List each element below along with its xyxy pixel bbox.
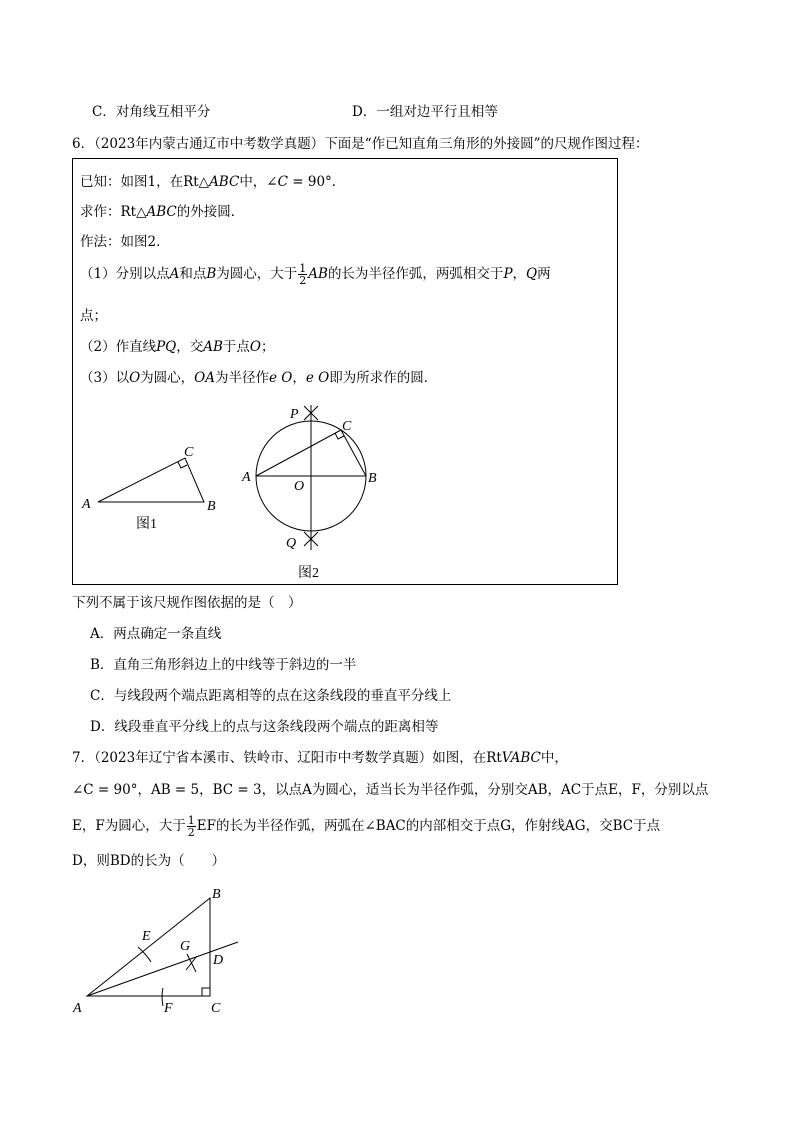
label-p: P — [290, 407, 299, 422]
label-b: B — [212, 887, 221, 902]
ask-line: 求作：Rt△ABC的外接圆． — [80, 204, 245, 220]
q6-option-b: B．直角三角形斜边上的中线等于斜边的一半 — [90, 657, 357, 673]
label-b: B — [207, 499, 216, 514]
label-c: C — [211, 1001, 221, 1016]
label-b: B — [368, 471, 377, 486]
step-1-cont: 点； — [80, 308, 107, 324]
fraction-half: $\frac{1}{2}$ — [187, 814, 195, 839]
label-c: C — [342, 419, 352, 434]
figure-1 — [78, 440, 228, 535]
option-c: C．对角线互相平分 — [92, 104, 211, 120]
triangle-abc — [87, 898, 210, 996]
right-angle-mark — [202, 988, 210, 996]
step-2: （2）作直线PQ，交AB于点O； — [80, 339, 275, 355]
right-angle-mark — [178, 462, 187, 468]
label-f: F — [164, 1001, 173, 1016]
q6-option-a: A．两点确定一条直线 — [90, 626, 222, 642]
label-g: G — [180, 939, 191, 954]
question-6-stem: 6．（2023年内蒙古通辽市中考数学真题）下面是“作已知直角三角形的外接圆”的尺规作图过程： — [72, 136, 649, 152]
label-c: C — [184, 445, 194, 460]
figure-q7 — [70, 880, 250, 1020]
triangle-abc — [98, 458, 204, 502]
label-a: A — [82, 497, 91, 512]
ray-ag — [87, 942, 238, 996]
figure-1-caption: 图1 — [136, 517, 157, 532]
step-1: （1）分别以点A和点B为圆心，大于 $\frac{1}{2}$ AB的长为半径作弧，两弧相交于P，Q两 — [80, 262, 551, 287]
arc-mark-e — [138, 947, 151, 962]
q6-option-c: C．与线段两个端点距离相等的点在这条线段的垂直平分线上 — [90, 688, 452, 704]
figure-2 — [238, 400, 388, 585]
question-6-ask: 下列不属于该尺规作图依据的是（ ） — [72, 595, 302, 611]
known-line: 已知：如图1，在Rt△ABC中，∠C = 90°． — [80, 174, 346, 190]
figure-2-caption: 图2 — [298, 566, 319, 581]
segment-cb — [341, 430, 366, 476]
option-d: D．一组对边平行且相等 — [352, 104, 498, 120]
label-a: A — [242, 470, 251, 485]
label-d: D — [213, 953, 224, 968]
q6-option-d: D．线段垂直平分线上的点与这条线段两个端点的距离相等 — [90, 719, 439, 735]
question-7-line-3: E，F为圆心，大于 $\frac{1}{2}$ EF的长为半径作弧，两弧在∠BAC的内部相交于点G，作射线AG，交BC于点 — [72, 814, 661, 839]
label-q: Q — [286, 536, 297, 551]
method-line: 作法：如图2． — [80, 234, 170, 250]
label-e: E — [142, 929, 151, 944]
question-7-line-4: D，则BD的长为（ ） — [72, 853, 226, 869]
fraction-half: $\frac{1}{2}$ — [299, 262, 307, 287]
question-7-line-2: ∠C = 90°，AB = 5，BC = 3，以点A为圆心，适当长为半径作弧，分别交AB，AC于点E，F，分别以点 — [72, 782, 709, 798]
label-o: O — [294, 479, 305, 494]
step-3: （3）以O为圆心，OA为半径作e O，e O即为所求作的圆． — [80, 370, 438, 386]
segment-ac — [256, 430, 341, 476]
arc-mark-f — [162, 988, 163, 1006]
label-a: A — [73, 1001, 82, 1016]
arc-mark-g — [186, 954, 197, 972]
question-7-line-1: 7．（2023年辽宁省本溪市、铁岭市、辽阳市中考数学真题）如图，在RtVABC中， — [72, 750, 568, 766]
